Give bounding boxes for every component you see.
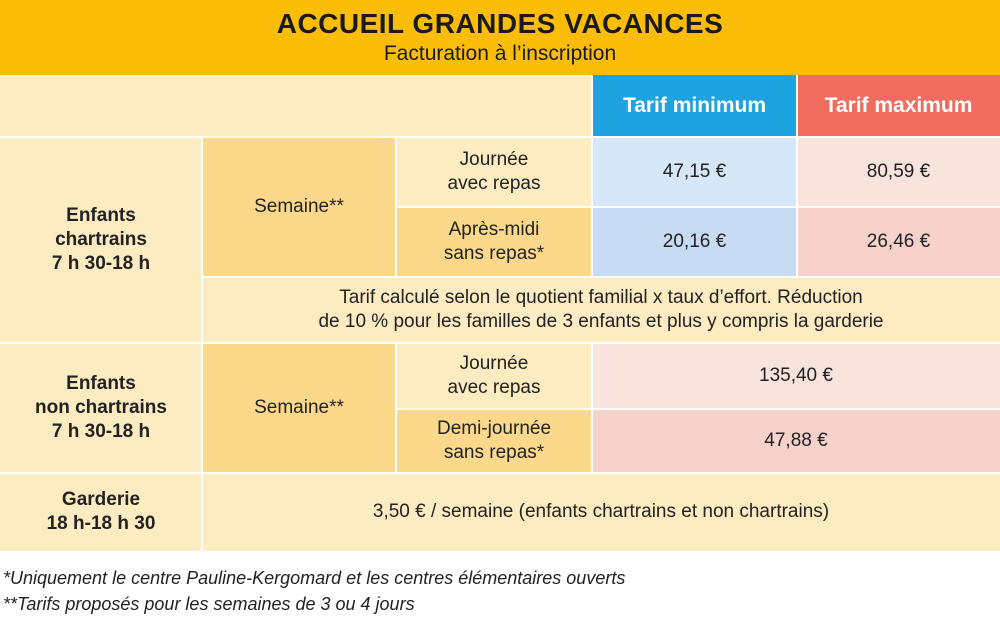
group-label-line: 7 h 30-18 h	[51, 420, 151, 442]
divider	[395, 343, 397, 473]
column-header-tarif-min: Tarif minimum	[592, 75, 797, 137]
tarif-note	[202, 277, 1000, 343]
option-label-line: Journée	[459, 149, 529, 171]
option-apres-midi-chartrains	[396, 207, 592, 277]
option-label-line: avec repas	[447, 173, 541, 194]
divider	[591, 343, 593, 473]
page-header	[0, 0, 1000, 75]
group-label-chartrains	[0, 137, 202, 343]
period-non-chartrains: Semaine**	[202, 343, 396, 473]
group-label-line: chartrains	[55, 229, 147, 251]
divider	[796, 75, 798, 277]
group-label-line: Enfants	[66, 205, 136, 227]
option-label-line: Après-midi	[448, 219, 540, 241]
divider	[0, 136, 1000, 138]
group-label-line: 7 h 30-18 h	[51, 252, 151, 274]
footnote-2: **Tarifs proposés pour les semaines de 3 ou 4 jours	[3, 594, 415, 614]
garderie-price: 3,50 € / semaine (enfants chartrains et non chartrains)	[202, 473, 1000, 551]
price-max-journee: 80,59 €	[797, 137, 1000, 207]
group-label-line: 18 h-18 h 30	[46, 513, 156, 534]
tarif-note-line: de 10 % pour les familles de 3 enfants et plus y compris la garderie	[318, 311, 884, 332]
price-max-apres-midi: 26,46 €	[797, 207, 1000, 277]
group-label-line: Enfants	[66, 373, 136, 395]
price-demi-journee-non-chartrains: 47,88 €	[592, 409, 1000, 473]
tarif-note-line: Tarif calculé selon le quotient familial x taux d’effort. Réduction	[339, 287, 863, 309]
footnote-1: *Uniquement le centre Pauline-Kergomard et les centres élémentaires ouverts	[3, 568, 626, 588]
page-subtitle: Facturation à l’inscription	[383, 42, 617, 65]
column-header-tarif-max: Tarif maximum	[797, 75, 1000, 137]
group-label-garderie	[0, 473, 202, 551]
option-label-line: Journée	[459, 353, 529, 375]
divider	[202, 276, 1000, 278]
period-chartrains: Semaine**	[202, 137, 396, 277]
group-label-line: Garderie	[61, 489, 141, 511]
price-min-apres-midi: 20,16 €	[592, 207, 797, 277]
divider	[395, 137, 397, 277]
divider	[0, 472, 1000, 474]
option-label-line: avec repas	[447, 377, 541, 398]
price-min-journee: 47,15 €	[592, 137, 797, 207]
group-label-line: non chartrains	[35, 397, 167, 419]
divider	[201, 137, 203, 551]
table-corner	[0, 75, 592, 137]
divider	[0, 342, 1000, 344]
divider	[396, 206, 1000, 208]
option-journee-non-chartrains	[396, 343, 592, 409]
option-label-line: sans repas*	[443, 243, 545, 264]
option-label-line: sans repas*	[443, 442, 545, 463]
option-journee-chartrains	[396, 137, 592, 207]
page-title: ACCUEIL GRANDES VACANCES	[276, 8, 724, 39]
group-label-non-chartrains	[0, 343, 202, 473]
option-label-line: Demi-journée	[436, 418, 552, 440]
option-demi-journee-non-chartrains	[396, 409, 592, 473]
divider	[591, 75, 593, 277]
price-journee-non-chartrains: 135,40 €	[592, 343, 1000, 409]
divider	[396, 408, 1000, 410]
